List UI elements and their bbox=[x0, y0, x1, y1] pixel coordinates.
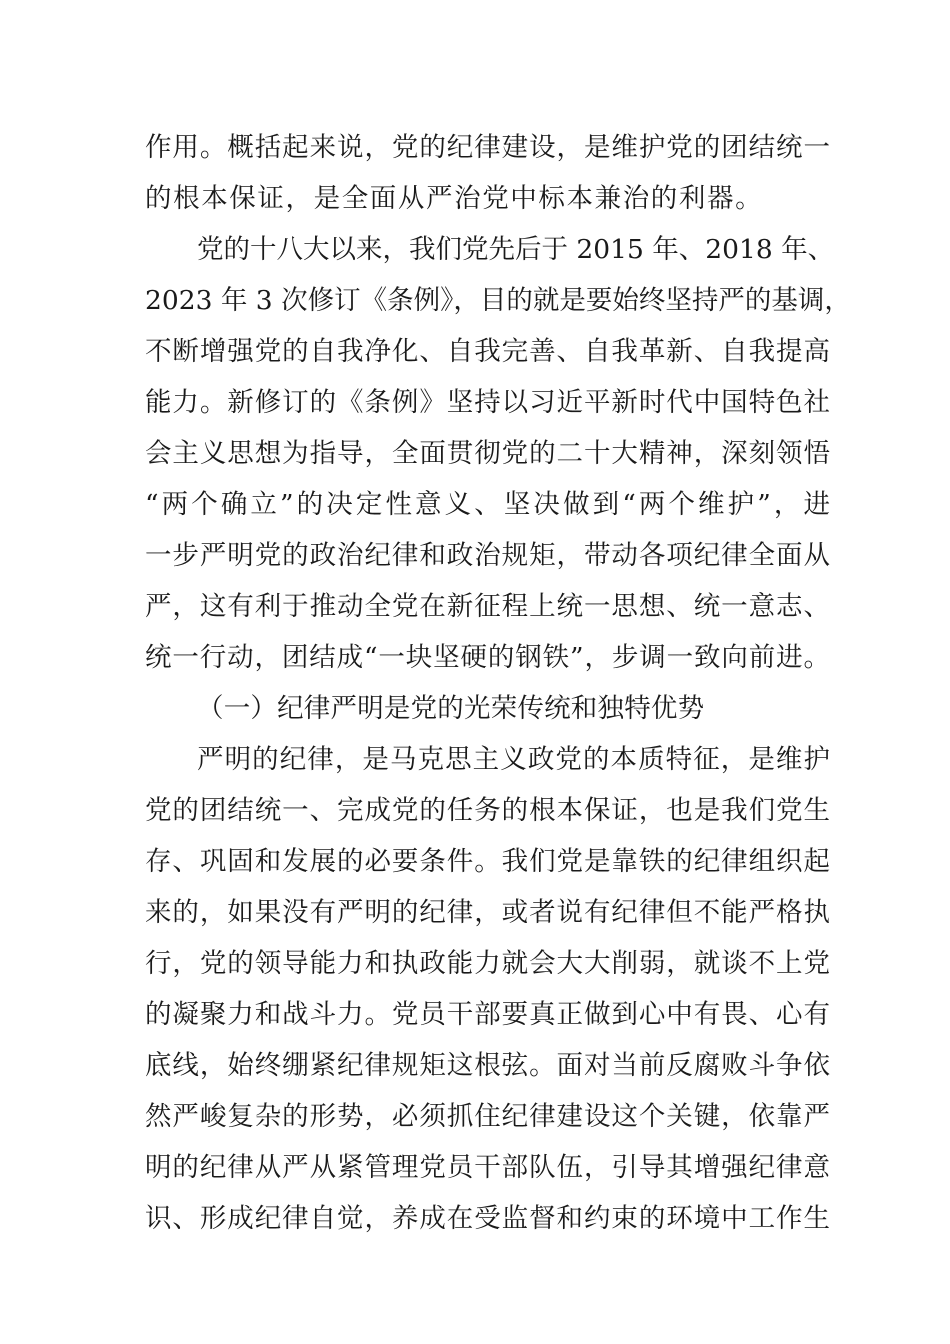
body-line: 党的团结统一、完成党的任务的根本保证，也是我们党生 bbox=[145, 795, 830, 826]
body-line: 作用。概括起来说，党的纪律建设，是维护党的团结统一 bbox=[145, 132, 830, 163]
section-heading: （一）纪律严明是党的光荣传统和独特优势 bbox=[197, 693, 705, 724]
body-line: 2023 年 3 次修订《条例》，目的就是要始终坚持严的基调， bbox=[145, 285, 851, 316]
body-line: 能力。新修订的《条例》坚持以习近平新时代中国特色社 bbox=[145, 387, 830, 418]
body-line: 识、形成纪律自觉，养成在受监督和约束的环境中工作生 bbox=[145, 1203, 830, 1234]
paragraph-first-line: 党的十八大以来，我们党先后于 2015 年、2018 年、 bbox=[197, 234, 835, 265]
body-line: “两个确立”的决定性意义、坚决做到“两个维护”，进 bbox=[145, 489, 830, 520]
body-line: 不断增强党的自我净化、自我完善、自我革新、自我提高 bbox=[145, 336, 830, 367]
body-line: 一步严明党的政治纪律和政治规矩，带动各项纪律全面从 bbox=[145, 540, 830, 571]
body-line: 存、巩固和发展的必要条件。我们党是靠铁的纪律组织起 bbox=[145, 846, 830, 877]
body-line: 底线，始终绷紧纪律规矩这根弦。面对当前反腐败斗争依 bbox=[145, 1050, 830, 1081]
body-line: 行，党的领导能力和执政能力就会大大削弱，就谈不上党 bbox=[145, 948, 830, 979]
body-line: 会主义思想为指导，全面贯彻党的二十大精神，深刻领悟 bbox=[145, 438, 830, 469]
paragraph-first-line: 严明的纪律，是马克思主义政党的本质特征，是维护 bbox=[197, 744, 830, 775]
body-line: 统一行动，团结成“一块坚硬的钢铁”，步调一致向前进。 bbox=[145, 642, 830, 673]
body-line: 严，这有利于推动全党在新征程上统一思想、统一意志、 bbox=[145, 591, 830, 622]
body-line: 然严峻复杂的形势，必须抓住纪律建设这个关键，依靠严 bbox=[145, 1101, 830, 1132]
body-line: 的根本保证，是全面从严治党中标本兼治的利器。 bbox=[145, 183, 764, 214]
body-line: 明的纪律从严从紧管理党员干部队伍，引导其增强纪律意 bbox=[145, 1152, 830, 1183]
body-line: 的凝聚力和战斗力。党员干部要真正做到心中有畏、心有 bbox=[145, 999, 830, 1030]
body-line: 来的，如果没有严明的纪律，或者说有纪律但不能严格执 bbox=[145, 897, 830, 928]
